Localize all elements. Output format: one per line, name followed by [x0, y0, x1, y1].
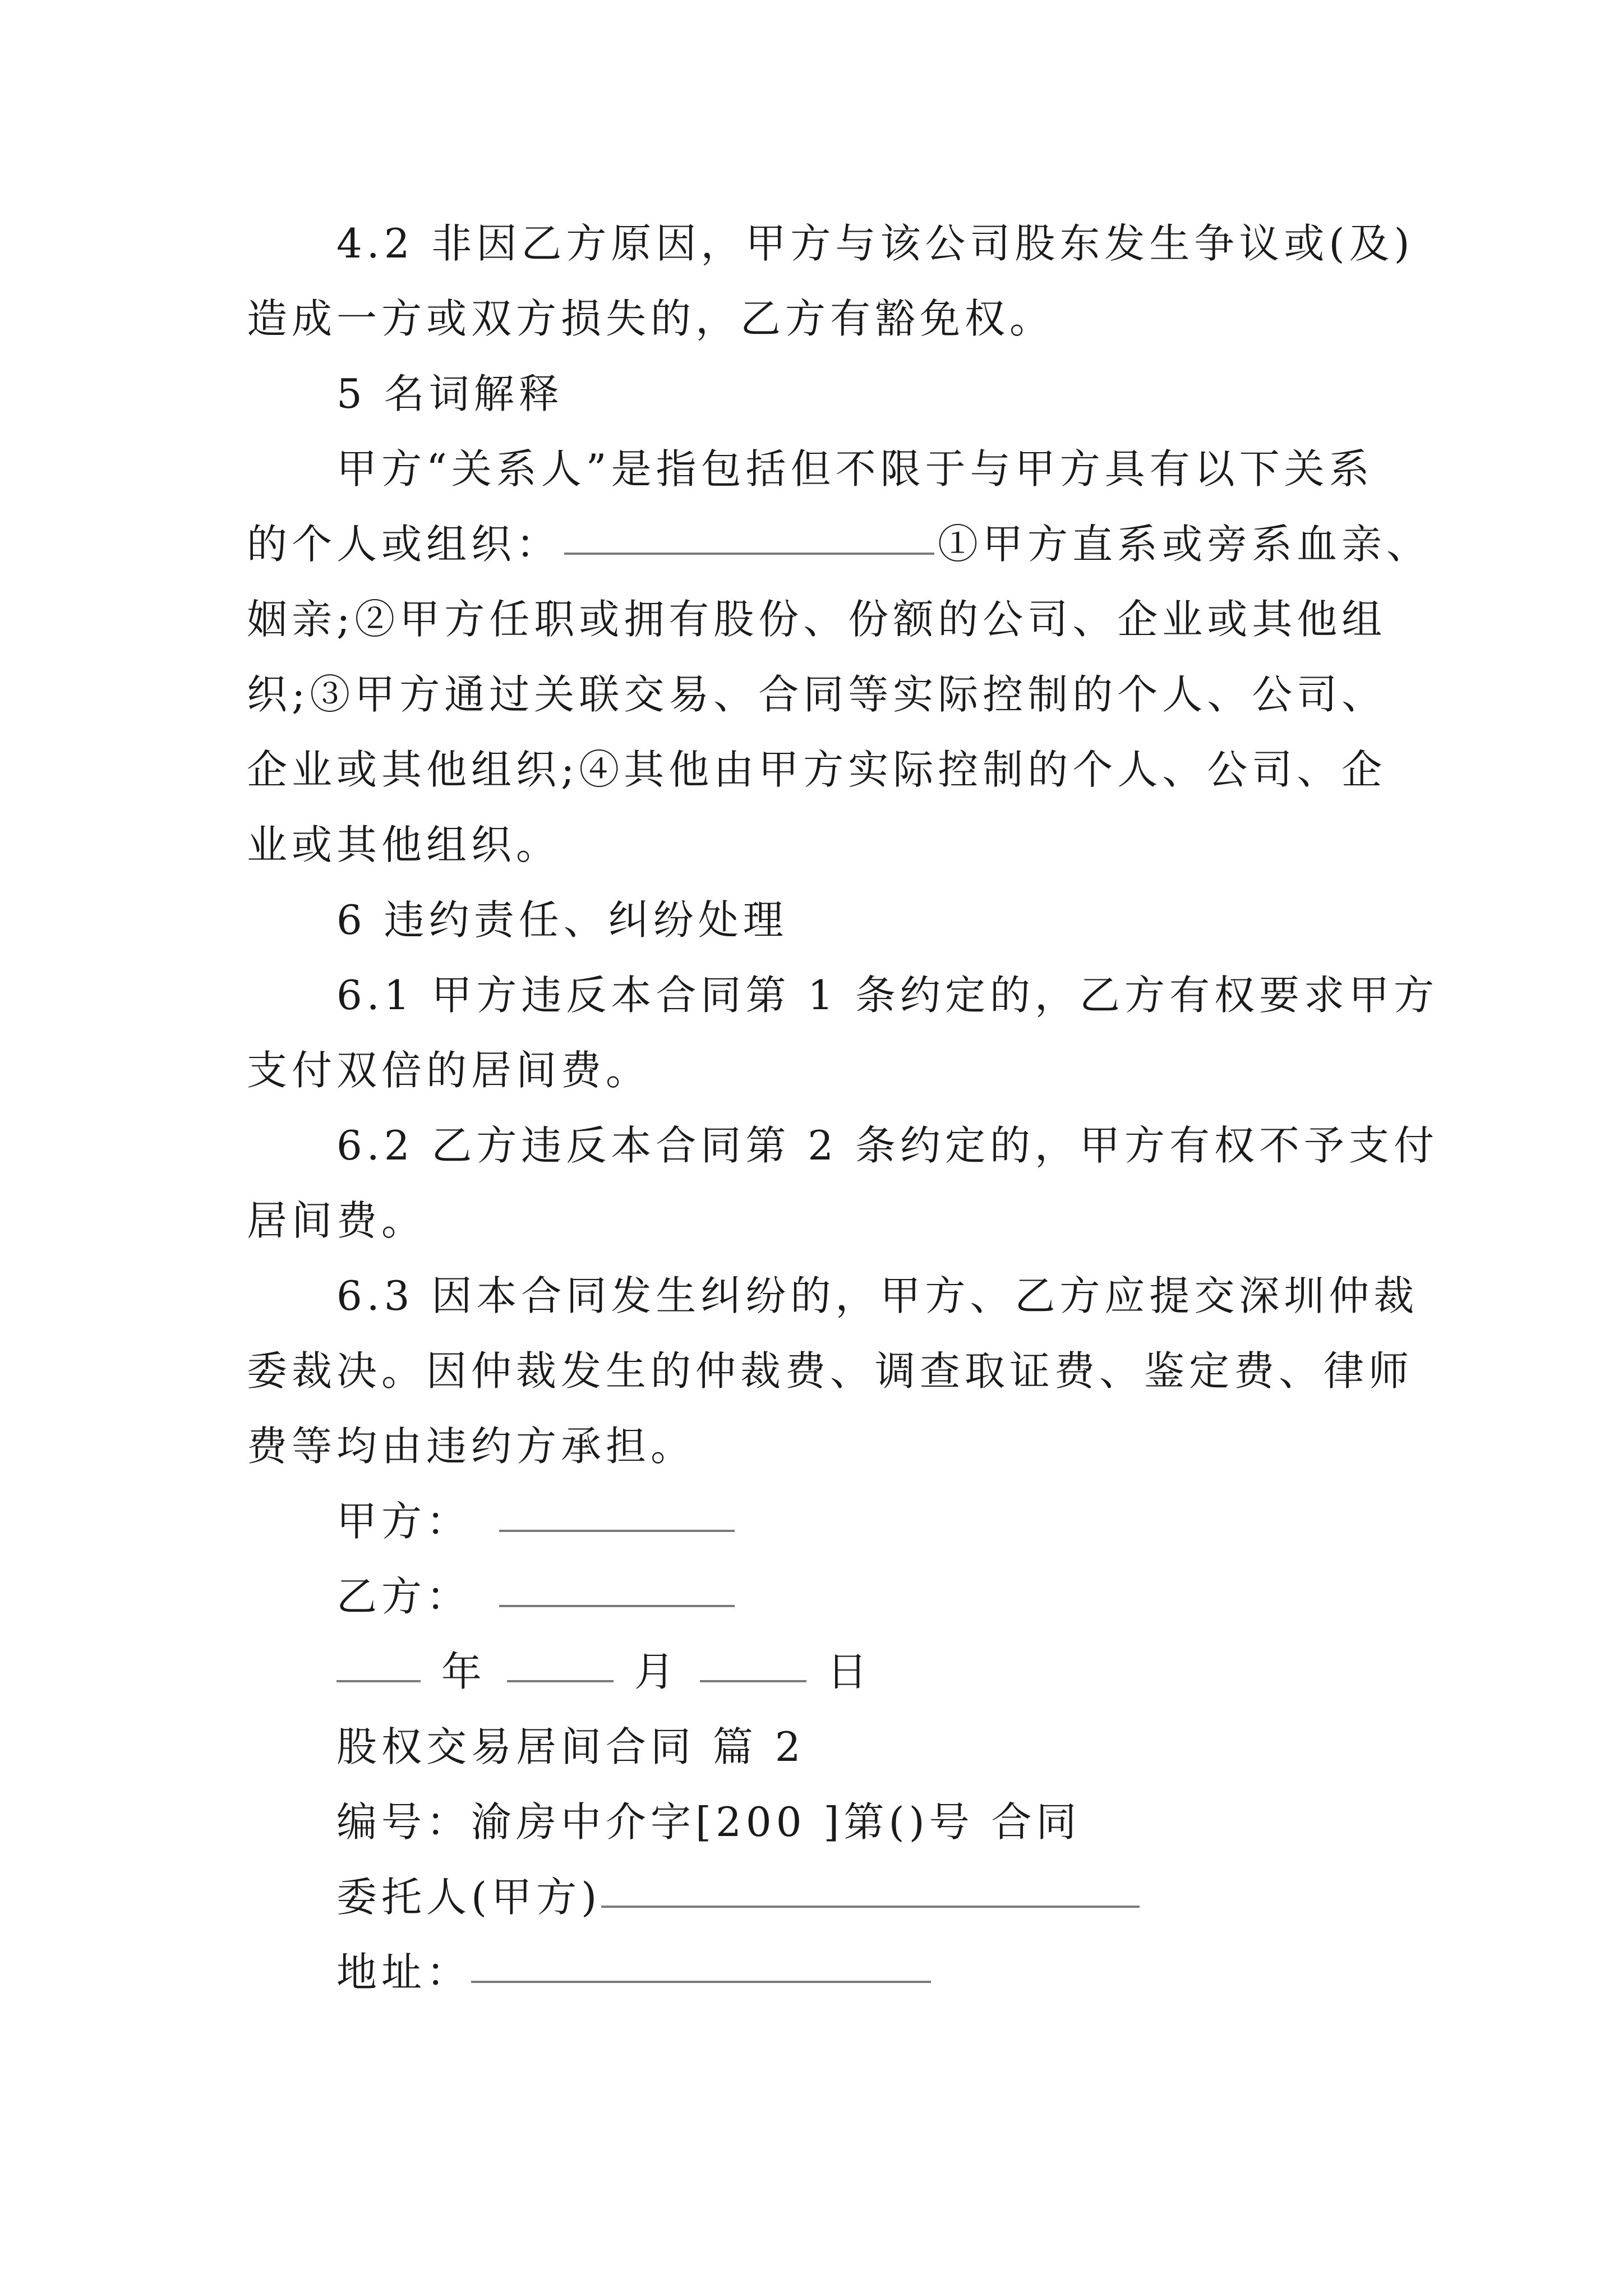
definition-line-3: 姻亲;②甲方任职或拥有股份、份额的公司、企业或其他组 [247, 596, 1387, 643]
section-5-heading: 5 名词解释 [336, 370, 564, 417]
party-a-signature-blank [499, 1530, 735, 1532]
clause-6-2-line-1: 6.2 乙方违反本合同第 2 条约定的，甲方有权不予支付 [336, 1122, 1438, 1169]
definition-line-2 [247, 521, 1432, 568]
contract-number: 编号：渝房中介字[200 ]第()号 合同 [336, 1798, 1081, 1846]
clause-6-1-line-1: 6.1 甲方违反本合同第 1 条约定的，乙方有权要求甲方 [336, 972, 1438, 1019]
clause-6-2-line-2: 居间费。 [247, 1197, 427, 1244]
year-blank [336, 1680, 421, 1682]
client-blank [601, 1906, 1140, 1908]
party-a-label: 甲方： [336, 1498, 472, 1545]
definition-line-6: 业或其他组织。 [247, 821, 561, 868]
signature-party-b [336, 1573, 738, 1620]
client-label: 委托人(甲方) [336, 1874, 602, 1921]
month-blank [507, 1680, 614, 1682]
section-6-heading: 6 违约责任、纠纷处理 [336, 896, 788, 944]
client-line [336, 1874, 1143, 1921]
definition-line-1: 甲方“关系人”是指包括但不限于与甲方具有以下关系 [336, 445, 1374, 493]
clause-6-1-line-2: 支付双倍的居间费。 [247, 1047, 651, 1094]
definition-line-4: 织;③甲方通过关联交易、合同等实际控制的个人、公司、 [247, 671, 1387, 718]
clause-6-3-line-1: 6.3 因本合同发生纠纷的，甲方、乙方应提交深圳仲裁 [336, 1272, 1419, 1319]
definition-line-2-prefix: 的个人或组织： [247, 521, 561, 568]
paragraph-4-2-line-1: 4.2 非因乙方原因，甲方与该公司股东发生争议或(及) [336, 220, 1414, 267]
contract-part-2-title: 股权交易居间合同 篇 2 [336, 1723, 805, 1770]
party-b-label: 乙方： [336, 1573, 472, 1620]
month-label: 月 [634, 1648, 679, 1695]
day-blank [700, 1680, 806, 1682]
related-party-blank [564, 553, 934, 555]
definition-line-5: 企业或其他组织;④其他由甲方实际控制的个人、公司、企 [247, 746, 1387, 793]
definition-line-2-suffix: ①甲方直系或旁系血亲、 [938, 521, 1432, 568]
address-line [336, 1949, 934, 1996]
address-blank [471, 1981, 931, 1983]
signature-party-a [336, 1498, 738, 1545]
clause-6-3-line-2: 委裁决。因仲裁发生的仲裁费、调查取证费、鉴定费、律师 [247, 1347, 1414, 1395]
signature-date [336, 1648, 872, 1695]
address-label: 地址： [336, 1949, 472, 1996]
party-b-signature-blank [499, 1605, 735, 1607]
day-label: 日 [827, 1648, 872, 1695]
clause-6-3-line-3: 费等均由违约方承担。 [247, 1423, 696, 1470]
paragraph-4-2-line-2: 造成一方或双方损失的，乙方有豁免权。 [247, 295, 1055, 342]
year-label: 年 [441, 1648, 486, 1695]
